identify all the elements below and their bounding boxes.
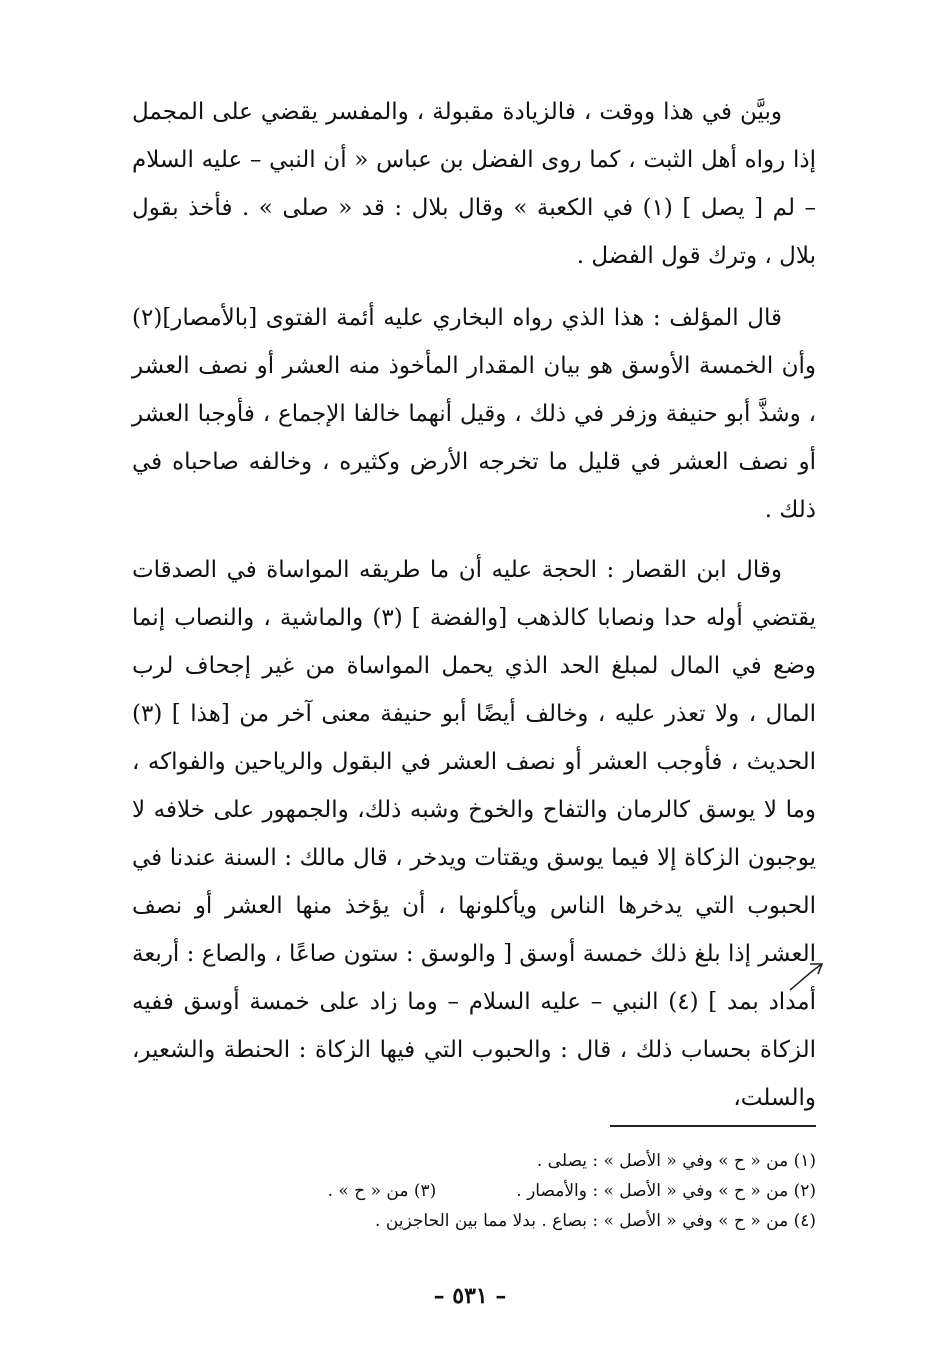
footnote-2: (٢) من « ح » وفي « الأصل » : والأمصار . xyxy=(516,1181,816,1201)
paragraph-2: قال المؤلف : هذا الذي رواه البخاري عليه أئمة الفتوى [بالأمصار](٢) وأن الخمسة الأوسق هو بيان المقدار المأخوذ منه العشر أو نصف العشر ، وشذَّ أبو حنيفة وزفر في ذلك ، وقيل أنهما خالفا الإجماع ، فأوجبا العشر أو نصف العشر في قليل ما تخرجه الأرض وكثيره ، وخالفه صاحباه في ذلك . xyxy=(132,305,816,523)
margin-insertion-mark-icon xyxy=(788,960,826,996)
footnote-1: (١) من « ح » وفي « الأصل » : يصلى . xyxy=(536,1151,816,1171)
footnote-divider xyxy=(610,1125,816,1127)
paragraph-3: وقال ابن القصار : الحجة عليه أن ما طريقه المواساة في الصدقات يقتضي أوله حدا ونصابا كالذهب [والفضة ] (٣) والماشية ، والنصاب إنما وضع في المال لمبلغ الحد الذي يحمل المواساة من غير إجحاف لرب المال ، ولا تعذر عليه ، وخالف أيضًا أبو حنيفة معنى آخر من [هذا ] (٣) الحديث ، فأوجب العشر أو نصف العشر في البقول والرياحين والفواكه ، وما لا يوسق كالرمان والتفاح والخوخ وشبه ذلك، والجمهور على خلافه لا يوجبون الزكاة إلا فيما يوسق ويقتات ويدخر ، قال مالك : السنة عندنا في الحبوب التي يدخرها الناس ويأكلونها ، أن يؤخذ منها العشر أو نصف العشر إذا بلغ ذلك خمسة أوسق [ والوسق : ستون صاعًا ، والصاع : أربعة أمداد بمد ] (٤) النبي – عليه السلام – وما زاد على خمسة أوسق ففيه الزكاة بحساب ذلك ، قال : والحبوب التي فيها الزكاة : الحنطة والشعير، والسلت، xyxy=(132,557,816,1111)
footnote-3: (٣) من « ح » . xyxy=(327,1181,437,1201)
page-number: – ٥٣١ – xyxy=(433,1283,507,1309)
footnotes xyxy=(132,1146,816,1236)
footnote-4: (٤) من « ح » وفي « الأصل » : بصاع . بدلا مما بين الحاجزين . xyxy=(375,1211,816,1231)
paragraph-1: وبيَّن في هذا ووقت ، فالزيادة مقبولة ، والمفسر يقضي على المجمل إذا رواه أهل الثبت ، كما روى الفضل بن عباس « أن النبي – عليه السلام – لم [ يصل ] (١) في الكعبة » وقال بلال : قد « صلى » . فأخذ بقول بلال ، وترك قول الفضل . xyxy=(132,99,817,269)
footnote-2-3-row xyxy=(132,1176,816,1206)
